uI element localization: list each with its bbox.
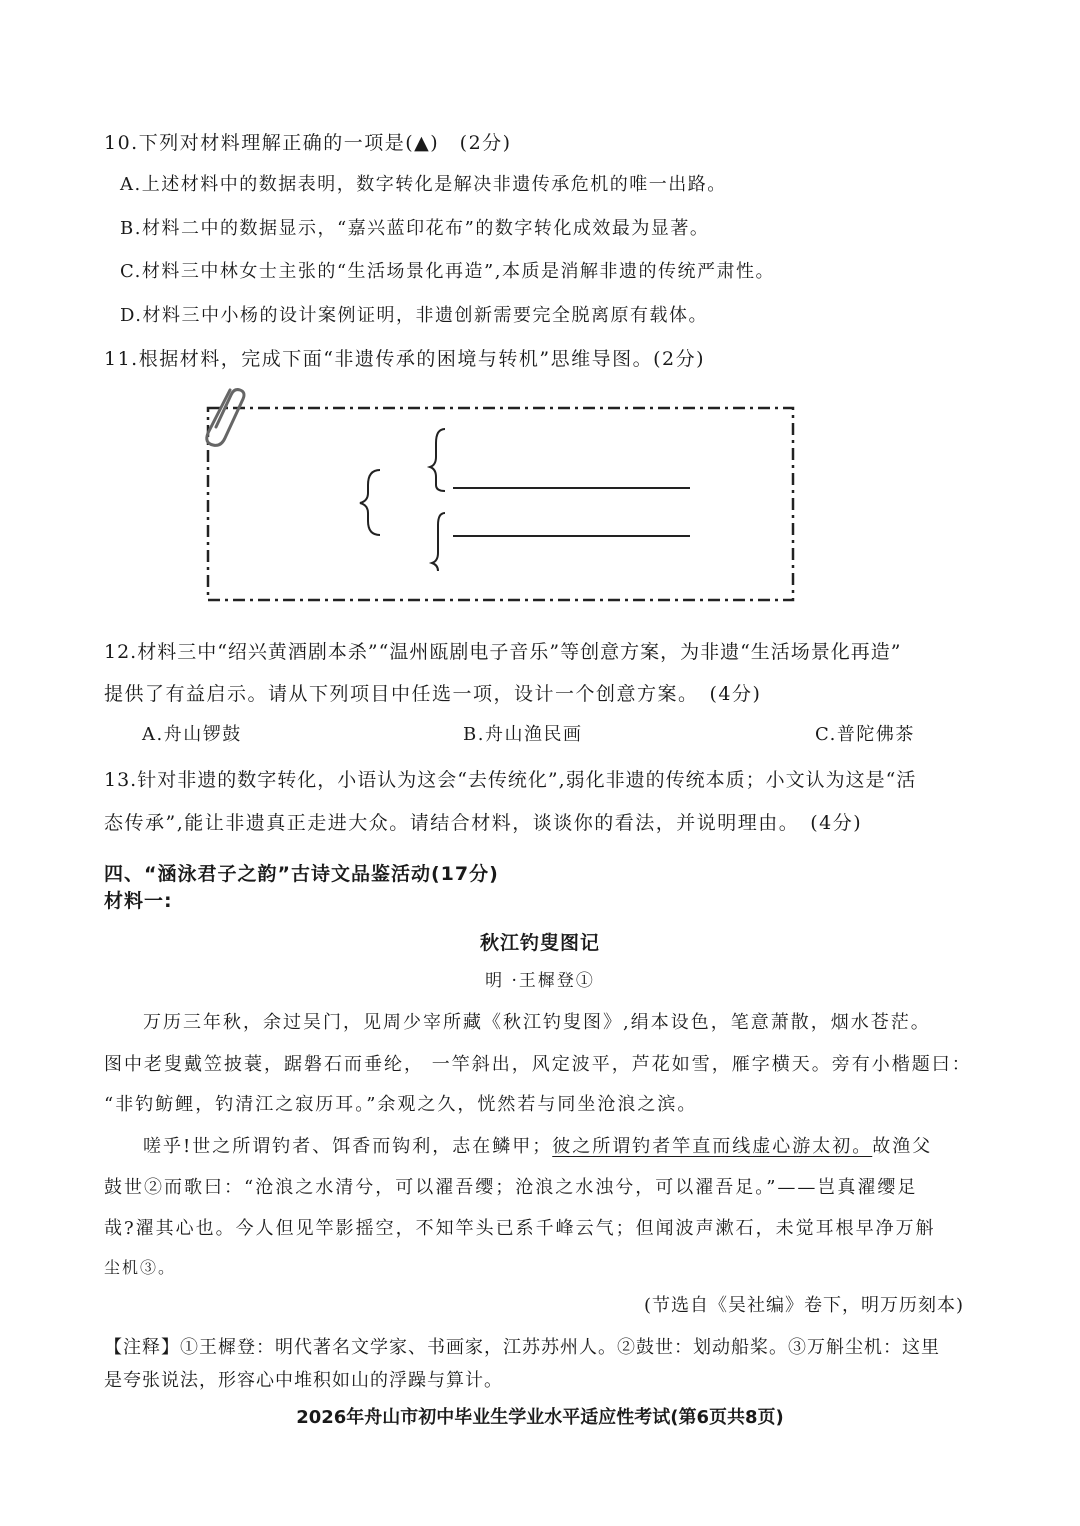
passage-author: 明 ·王樨登① bbox=[485, 971, 595, 991]
page-footer: 2026年舟山市初中毕业生学业水平适应性考试(第6页共8页) bbox=[296, 1407, 784, 1428]
q12-line-1: 12.材料三中“绍兴黄酒剧本杀”“温州瓯剧电子音乐”等创意方案，为非遗“生活场景化再造” bbox=[104, 641, 902, 663]
material-1-label: 材料一: bbox=[104, 890, 173, 912]
para2-underlined-sentence: 彼之所谓钓者竿直而线虚心游太初。 bbox=[552, 1136, 873, 1157]
q13-line-2: 态传承”,能让非遗真正走进大众。请结合材料，谈谈你的看法，并说明理由。 (4分) bbox=[104, 812, 863, 834]
para2-line1-post: 故渔父 bbox=[872, 1136, 933, 1157]
section-4-heading: 四、“涵泳君子之韵”古诗文品鉴活动(17分) bbox=[104, 863, 499, 885]
q12-option-a: A.舟山锣鼓 bbox=[142, 724, 242, 745]
mind-map bbox=[200, 385, 800, 610]
q10-option-d: D.材料三中小杨的设计案例证明，非遗创新需要完全脱离原有载体。 bbox=[120, 305, 709, 326]
passage-para2-line4: 尘机③。 bbox=[104, 1258, 177, 1277]
passage-para1-line1: 万历三年秋，余过吴门，见周少宰所藏《秋江钓叟图》,绢本设色，笔意萧散，烟水苍茫。 bbox=[143, 1012, 931, 1033]
notes-line-2: 是夸张说法，形容心中堆积如山的浮躁与算计。 bbox=[104, 1370, 503, 1391]
passage-para1-line2: 图中老叟戴笠披蓑，踞磐石而垂纶， 一竿斜出，风定波平，芦花如雪，雁字横天。旁有小楷题曰： bbox=[104, 1054, 972, 1075]
q10-option-c: C.材料三中林女士主张的“生活场景化再造”,本质是消解非遗的传统严肃性。 bbox=[120, 261, 775, 282]
dash-dot-border bbox=[208, 408, 793, 600]
branch2-brace bbox=[432, 513, 445, 571]
root-brace bbox=[360, 470, 380, 535]
para2-line1-pre: 嗟乎!世之所谓钓者、饵香而钩利，志在鳞甲； bbox=[143, 1136, 553, 1157]
q10-stem: 10.下列对材料理解正确的一项是(▲) (2分) bbox=[104, 132, 512, 154]
notes-line-1: 【注释】①王樨登：明代著名文学家、书画家，江苏苏州人。②鼓世：划动船桨。③万斛尘机：这里 bbox=[104, 1337, 940, 1358]
passage-source: (节选自《吴社编》卷下，明万历刻本) bbox=[643, 1295, 964, 1316]
q12-option-b: B.舟山渔民画 bbox=[463, 724, 583, 745]
passage-para2-line2: 鼓世②而歌曰：“沧浪之水清兮，可以濯吾缨；沧浪之水浊兮，可以濯吾足。”——岂真濯缨足 bbox=[104, 1177, 918, 1198]
mind-map-frame bbox=[200, 385, 800, 610]
q12-option-c: C.普陀佛茶 bbox=[815, 724, 915, 745]
q13-line-1: 13.针对非遗的数字转化，小语认为这会“去传统化”,弱化非遗的传统本质；小文认为这是“活 bbox=[104, 769, 917, 791]
passage-para2-line1 bbox=[143, 1132, 932, 1158]
passage-title: 秋江钓叟图记 bbox=[479, 932, 600, 954]
q12-line-2: 提供了有益启示。请从下列项目中任选一项，设计一个创意方案。 (4分) bbox=[104, 683, 762, 705]
branch1-brace bbox=[430, 429, 445, 491]
q10-option-a: A.上述材料中的数据表明，数字转化是解决非遗传承危机的唯一出路。 bbox=[120, 174, 727, 195]
passage-para2-line3: 哉?濯其心也。今人但见竿影摇空，不知竿头已系千峰云气；但闻波声漱石，未觉耳根早净万斛 bbox=[104, 1218, 936, 1239]
passage-para1-line3: “非钓鲂鲤，钓清江之寂历耳。”余观之久，恍然若与同坐沧浪之滨。 bbox=[104, 1094, 698, 1115]
paperclip-icon bbox=[207, 390, 244, 446]
q11-stem: 11.根据材料，完成下面“非遗传承的困境与转机”思维导图。(2分) bbox=[104, 348, 706, 370]
q10-option-b: B.材料二中的数据显示，“嘉兴蓝印花布”的数字转化成效最为显著。 bbox=[120, 218, 710, 239]
